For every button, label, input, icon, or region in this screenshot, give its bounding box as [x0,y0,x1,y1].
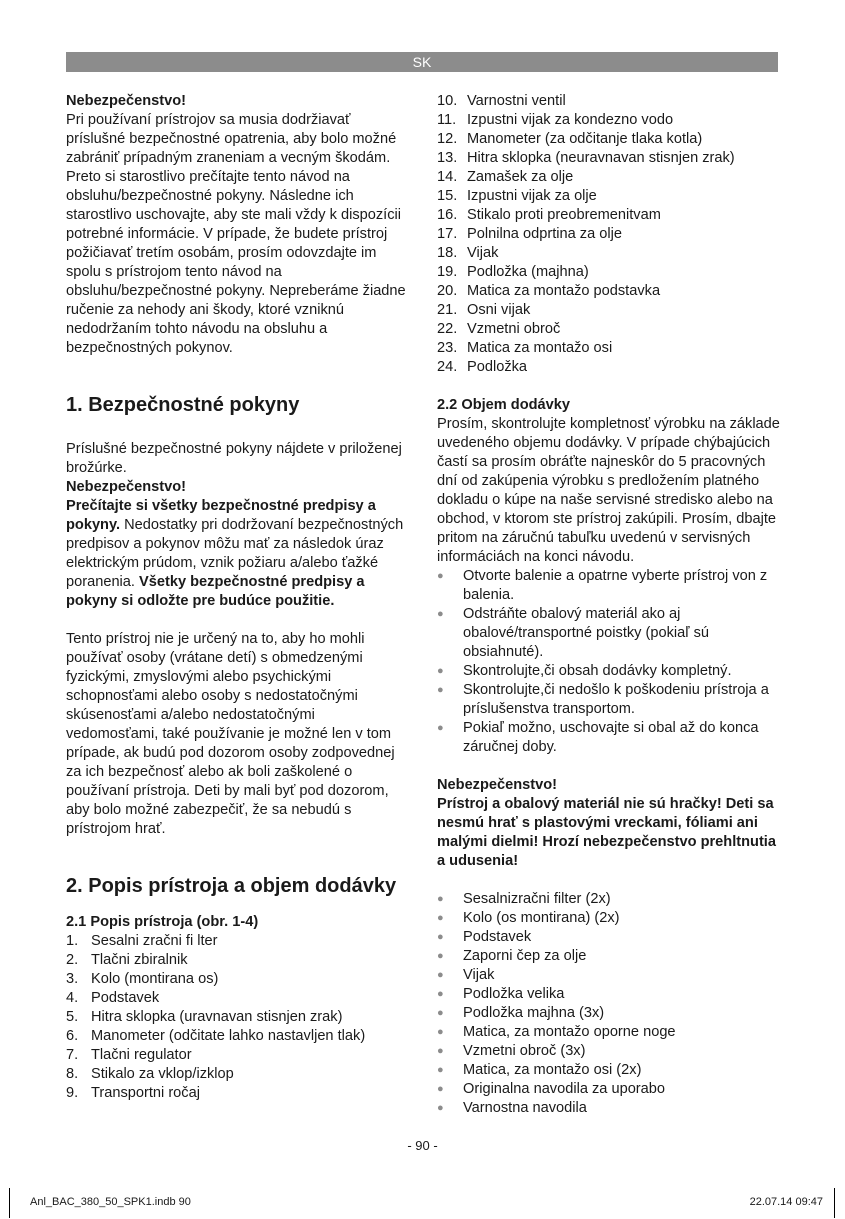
bullet-icon: ● [437,684,444,696]
consequences-text: Nedostatky pri dodržovaní bezpečnostných predpisov a pokynov môžu mať za následok úraz elektrickým prúdom, vznik požiaru a/alebo ťažké poranenia. [66,517,404,590]
list-item: 2. Tlačni zbiralnik [66,952,188,968]
list-item: 22. Vzmetni obroč [437,321,561,337]
danger-title: Nebezpečenstvo! [437,777,558,793]
list-item: ● Varnostna navodila [437,1100,587,1116]
list-item: ● Kolo (os montirana) (2x) [437,910,620,926]
right-column [437,92,782,1118]
language-bar [66,52,778,72]
list-item: ● Odstráňte obalový materiál ako aj obalové/transportné poistky (pokiaľ sú obsiahnuté). [437,606,709,660]
list-item: 24. Podložka [437,359,528,375]
list-item: 6. Manometer (odčitate lahko nastavljen tlak) [66,1028,366,1044]
list-item: 11. Izpustni vijak za kondezno vodo [437,112,674,128]
read-all-instructions: Prečítajte si všetky bezpečnostné predpisy a pokyny. [66,498,376,533]
bullet-icon: ● [437,988,444,1000]
bullet-icon: ● [437,722,444,734]
section-1-paragraph-2: Tento prístroj nie je určený na to, aby ho mohli používať osoby (vrátane detí) s obmedzenými fyzickými, zmyslovými alebo psychickými schopnosťami alebo osoby s nedostatočnými skúsenosťami a/alebo nedostatočnými vedomosťami, také používanie je možné len v tom prípade, ak budú pod dozorom osoby zodpovednej za ich bezpečnosť alebo ak boli zaškolené o používaní prístroja. Deti by mali byť pod dozorom, aby bolo možné zabezpečiť, že sa nebudú s prístrojom hrať. [66,631,395,837]
list-item: ● Sesalnizračni filter (2x) [437,891,611,907]
bullet-icon: ● [437,931,444,943]
list-item: 12. Manometer (za odčitanje tlaka kotla) [437,131,703,147]
list-item: 3. Kolo (montirana os) [66,971,219,987]
list-item: ● Zaporni čep za olje [437,948,587,964]
bullet-icon: ● [437,1064,444,1076]
warning-title: Nebezpečenstvo! [66,93,187,109]
list-item: 4. Podstavek [66,990,160,1006]
print-file-info: Anl_BAC_380_50_SPK1.indb 90 [30,1196,191,1208]
warning-text: Pri používaní prístrojov sa musia dodržiavať príslušné bezpečnostné opatrenia, aby bolo možné zabrániť prípadným zraneniam a vecným škodám. Preto si starostlivo prečítajte tento návod na obsluhu/bezpečnostné pokyny. Následne ich starostlivo uschovajte, aby ste mali vždy k dispozícii potrebné informácie. V prípade, že budete prístroj požičiavať tretím osobám, prosím odovzdajte im spolu s prístrojom tento návod na obsluhu/bezpečnostné pokyny. Nepreberáme žiadne ručenie za nehody ani škody, ktoré vzniknú nedodržaním tohto návodu na obsluhu a bezpečnostných pokynov. [66,112,406,356]
section-2-2-heading: 2.2 Objem dodávky [437,397,571,413]
section-2-1-heading: 2.1 Popis prístroja (obr. 1-4) [66,914,259,930]
bullet-icon: ● [437,608,444,620]
left-column [66,92,408,1103]
list-item: ● Podložka velika [437,986,565,1002]
parts-list-left [66,932,408,1103]
bullet-icon: ● [437,912,444,924]
bullet-icon: ● [437,570,444,582]
list-item: ● Vijak [437,967,495,983]
danger-text: Prístroj a obalový materiál nie sú hračky! Deti sa nesmú hrať s plastovými vreckami, fóliami ani malými dielmi! Hrozí nebezpečenstvo prehltnutia a udusenia! [437,796,776,869]
list-item: 17. Polnilna odprtina za olje [437,226,622,242]
print-date: 22.07.14 09:47 [749,1196,823,1208]
bullet-icon: ● [437,665,444,677]
list-item: ● Skontrolujte,či nedošlo k poškodeniu prístroja a príslušenstva transportom. [437,682,769,717]
page-number: - 90 - [407,1138,438,1153]
list-item: ● Podstavek [437,929,532,945]
list-item: 9. Transportni ročaj [66,1085,200,1101]
list-item: ● Matica, za montažo osi (2x) [437,1062,642,1078]
list-item: 18. Vijak [437,245,499,261]
list-item: 23. Matica za montažo osi [437,340,613,356]
section-1-intro: Príslušné bezpečnostné pokyny nájdete v priloženej brožúrke. [66,441,402,476]
section-1-heading: 1. Bezpečnostné pokyny [66,394,300,416]
delivery-contents [437,890,782,1118]
section-2-2-text: Prosím, skontrolujte kompletnosť výrobku na základe uvedeného objemu dodávky. V prípade chýbajúcich častí sa prosím obráťte najneskôr do 5 pracovných dní od zakúpenia výrobku s predložením platného dokladu o kúpe na naše servisné stredisko alebo na obchod, v ktorom ste prístroj zakúpili. Prosím, dbajte pritom na záručnú tabuľku uvedenú v servisných informáciách na konci návodu. [437,416,780,565]
unpack-steps [437,567,782,757]
list-item: 8. Stikalo za vklop/izklop [66,1066,234,1082]
parts-list-right [437,92,782,377]
list-item: 5. Hitra sklopka (uravnavan stisnjen zrak) [66,1009,343,1025]
bullet-icon: ● [437,969,444,981]
list-item: ● Otvorte balenie a opatrne vyberte prístroj von z balenia. [437,568,768,603]
bullet-icon: ● [437,1102,444,1114]
list-item: 19. Podložka (majhna) [437,264,589,280]
list-item: 7. Tlačni regulator [66,1047,192,1063]
bullet-icon: ● [437,1083,444,1095]
list-item: 20. Matica za montažo podstavka [437,283,661,299]
crop-mark-right [834,1188,835,1218]
language-label: SK [412,54,432,70]
section-1-warning-title: Nebezpečenstvo! [66,479,187,495]
list-item: 21. Osni vijak [437,302,531,318]
section-2-heading: 2. Popis prístroja a objem dodávky [66,875,397,897]
crop-mark-left [9,1188,10,1218]
list-item: 13. Hitra sklopka (neuravnavan stisnjen zrak) [437,150,735,166]
bullet-icon: ● [437,1045,444,1057]
bullet-icon: ● [437,893,444,905]
bullet-icon: ● [437,1007,444,1019]
list-item: ● Skontrolujte,či obsah dodávky kompletný. [437,663,732,679]
bullet-icon: ● [437,1026,444,1038]
list-item: 16. Stikalo proti preobremenitvam [437,207,661,223]
list-item: 14. Zamašek za olje [437,169,574,185]
bullet-icon: ● [437,950,444,962]
list-item: ● Pokiaľ možno, uschovajte si obal až do konca záručnej doby. [437,720,759,755]
list-item: 10. Varnostni ventil [437,93,566,109]
list-item: 1. Sesalni zračni fi lter [66,933,218,949]
list-item: ● Podložka majhna (3x) [437,1005,605,1021]
list-item: ● Originalna navodila za uporabo [437,1081,666,1097]
section-1-warning-text [66,497,408,611]
list-item: ● Vzmetni obroč (3x) [437,1043,586,1059]
keep-instructions: Všetky bezpečnostné predpisy a pokyny si odložte pre budúce použitie. [66,574,365,609]
list-item: ● Matica, za montažo oporne noge [437,1024,676,1040]
list-item: 15. Izpustni vijak za olje [437,188,597,204]
